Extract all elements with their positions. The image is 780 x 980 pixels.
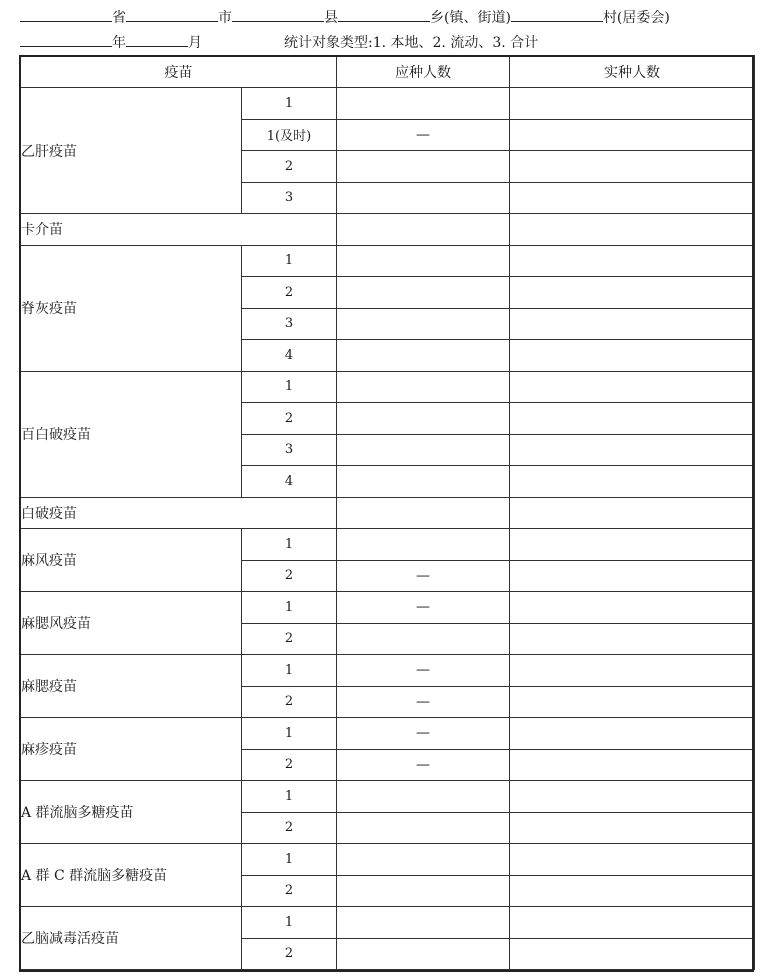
dose-number: 3 — [242, 182, 337, 214]
actual-count-cell[interactable] — [510, 466, 755, 498]
village-label: 村(居委会) — [602, 10, 670, 26]
planned-count-cell[interactable]: — — [337, 718, 510, 750]
planned-count-cell[interactable] — [337, 151, 510, 183]
county-label: 县 — [324, 10, 338, 26]
planned-count-cell[interactable] — [337, 812, 510, 844]
table-row — [21, 655, 755, 687]
table-row — [21, 781, 755, 813]
city-field[interactable] — [126, 6, 218, 22]
dose-number: 1 — [242, 655, 337, 687]
planned-count-cell[interactable] — [337, 403, 510, 435]
actual-column-header: 实种人数 — [510, 56, 755, 88]
actual-count-cell[interactable] — [510, 560, 755, 592]
vaccine-name: A 群流脑多糖疫苗 — [21, 781, 242, 844]
actual-count-cell[interactable] — [510, 182, 755, 214]
township-field[interactable] — [338, 6, 430, 22]
province-field[interactable] — [20, 6, 112, 22]
actual-count-cell[interactable] — [510, 340, 755, 372]
actual-count-cell[interactable] — [510, 119, 755, 151]
vaccine-name: 卡介苗 — [21, 214, 337, 246]
planned-count-cell[interactable] — [337, 466, 510, 498]
village-field[interactable] — [511, 6, 603, 22]
actual-count-cell[interactable] — [510, 308, 755, 340]
actual-count-cell[interactable] — [510, 655, 755, 687]
vaccine-name: 百白破疫苗 — [21, 371, 242, 497]
vaccine-name: 乙脑减毒活疫苗 — [21, 907, 242, 970]
year-field[interactable] — [20, 31, 112, 47]
actual-count-cell[interactable] — [510, 623, 755, 655]
vaccine-name: 麻风疫苗 — [21, 529, 242, 592]
dose-number: 1 — [242, 371, 337, 403]
planned-count-cell[interactable] — [337, 214, 510, 246]
actual-count-cell[interactable] — [510, 214, 755, 246]
actual-count-cell[interactable] — [510, 875, 755, 907]
planned-count-cell[interactable]: — — [337, 592, 510, 624]
actual-count-cell[interactable] — [510, 497, 755, 529]
dose-number: 2 — [242, 875, 337, 907]
dose-number: 2 — [242, 686, 337, 718]
table-header-row — [21, 56, 755, 88]
actual-count-cell[interactable] — [510, 938, 755, 970]
planned-count-cell[interactable] — [337, 434, 510, 466]
vaccine-name: 麻腮疫苗 — [21, 655, 242, 718]
dose-number: 3 — [242, 434, 337, 466]
dose-number: 1 — [242, 781, 337, 813]
planned-count-cell[interactable] — [337, 907, 510, 939]
planned-count-cell[interactable] — [337, 938, 510, 970]
dose-number: 4 — [242, 466, 337, 498]
planned-count-cell[interactable] — [337, 308, 510, 340]
planned-count-cell[interactable] — [337, 844, 510, 876]
actual-count-cell[interactable] — [510, 781, 755, 813]
city-label: 市 — [218, 10, 232, 26]
planned-count-cell[interactable] — [337, 497, 510, 529]
dose-number: 3 — [242, 308, 337, 340]
planned-count-cell[interactable]: — — [337, 119, 510, 151]
actual-count-cell[interactable] — [510, 277, 755, 309]
dose-number: 1 — [242, 907, 337, 939]
actual-count-cell[interactable] — [510, 529, 755, 561]
planned-count-cell[interactable] — [337, 245, 510, 277]
actual-count-cell[interactable] — [510, 434, 755, 466]
table-row — [21, 907, 755, 939]
vaccine-name: 麻疹疫苗 — [21, 718, 242, 781]
planned-column-header: 应种人数 — [337, 56, 510, 88]
planned-count-cell[interactable] — [337, 875, 510, 907]
table-row — [21, 844, 755, 876]
actual-count-cell[interactable] — [510, 749, 755, 781]
planned-count-cell[interactable]: — — [337, 686, 510, 718]
dose-number: 2 — [242, 749, 337, 781]
month-field[interactable] — [126, 31, 188, 47]
actual-count-cell[interactable] — [510, 844, 755, 876]
planned-count-cell[interactable] — [337, 623, 510, 655]
dose-number: 1 — [242, 245, 337, 277]
planned-count-cell[interactable]: — — [337, 560, 510, 592]
dose-number: 1 — [242, 529, 337, 561]
dose-number: 2 — [242, 151, 337, 183]
dose-number: 2 — [242, 403, 337, 435]
table-row — [21, 214, 755, 246]
actual-count-cell[interactable] — [510, 907, 755, 939]
actual-count-cell[interactable] — [510, 245, 755, 277]
table-body — [21, 88, 755, 970]
dose-number: 1(及时) — [242, 119, 337, 151]
dose-number: 4 — [242, 340, 337, 372]
table-row — [21, 592, 755, 624]
vaccine-name: 麻腮风疫苗 — [21, 592, 242, 655]
planned-count-cell[interactable]: — — [337, 749, 510, 781]
vaccine-name: A 群 C 群流脑多糖疫苗 — [21, 844, 242, 907]
planned-count-cell[interactable] — [337, 371, 510, 403]
table-row — [21, 529, 755, 561]
vaccine-name: 脊灰疫苗 — [21, 245, 242, 371]
dose-number: 2 — [242, 277, 337, 309]
table-row — [21, 718, 755, 750]
dose-number: 2 — [242, 623, 337, 655]
vaccine-name: 乙肝疫苗 — [21, 88, 242, 214]
year-label: 年 — [112, 35, 126, 51]
header-location-line — [20, 6, 670, 27]
dose-number: 1 — [242, 718, 337, 750]
planned-count-cell[interactable] — [337, 529, 510, 561]
actual-count-cell[interactable] — [510, 812, 755, 844]
actual-count-cell[interactable] — [510, 371, 755, 403]
table-row — [21, 497, 755, 529]
dose-number: 1 — [242, 844, 337, 876]
planned-count-cell[interactable] — [337, 781, 510, 813]
month-label: 月 — [188, 35, 202, 51]
dose-number: 1 — [242, 592, 337, 624]
planned-count-cell[interactable] — [337, 182, 510, 214]
table-row — [21, 371, 755, 403]
province-label: 省 — [112, 10, 126, 26]
actual-count-cell[interactable] — [510, 592, 755, 624]
township-label: 乡(镇、街道) — [430, 10, 511, 26]
header-date-line — [20, 31, 538, 52]
planned-count-cell[interactable]: — — [337, 655, 510, 687]
stat-type-label: 统计对象类型:1. 本地、2. 流动、3. 合计 — [284, 35, 539, 51]
actual-count-cell[interactable] — [510, 686, 755, 718]
planned-count-cell[interactable] — [337, 277, 510, 309]
planned-count-cell[interactable] — [337, 88, 510, 120]
planned-count-cell[interactable] — [337, 340, 510, 372]
vaccine-name: 白破疫苗 — [21, 497, 337, 529]
vaccine-column-header: 疫苗 — [21, 56, 337, 88]
dose-number: 1 — [242, 88, 337, 120]
actual-count-cell[interactable] — [510, 403, 755, 435]
actual-count-cell[interactable] — [510, 88, 755, 120]
actual-count-cell[interactable] — [510, 718, 755, 750]
vaccination-table — [20, 55, 755, 970]
actual-count-cell[interactable] — [510, 151, 755, 183]
dose-number: 2 — [242, 938, 337, 970]
dose-number: 2 — [242, 560, 337, 592]
dose-number: 2 — [242, 812, 337, 844]
table-row — [21, 88, 755, 120]
table-row — [21, 245, 755, 277]
county-field[interactable] — [232, 6, 324, 22]
